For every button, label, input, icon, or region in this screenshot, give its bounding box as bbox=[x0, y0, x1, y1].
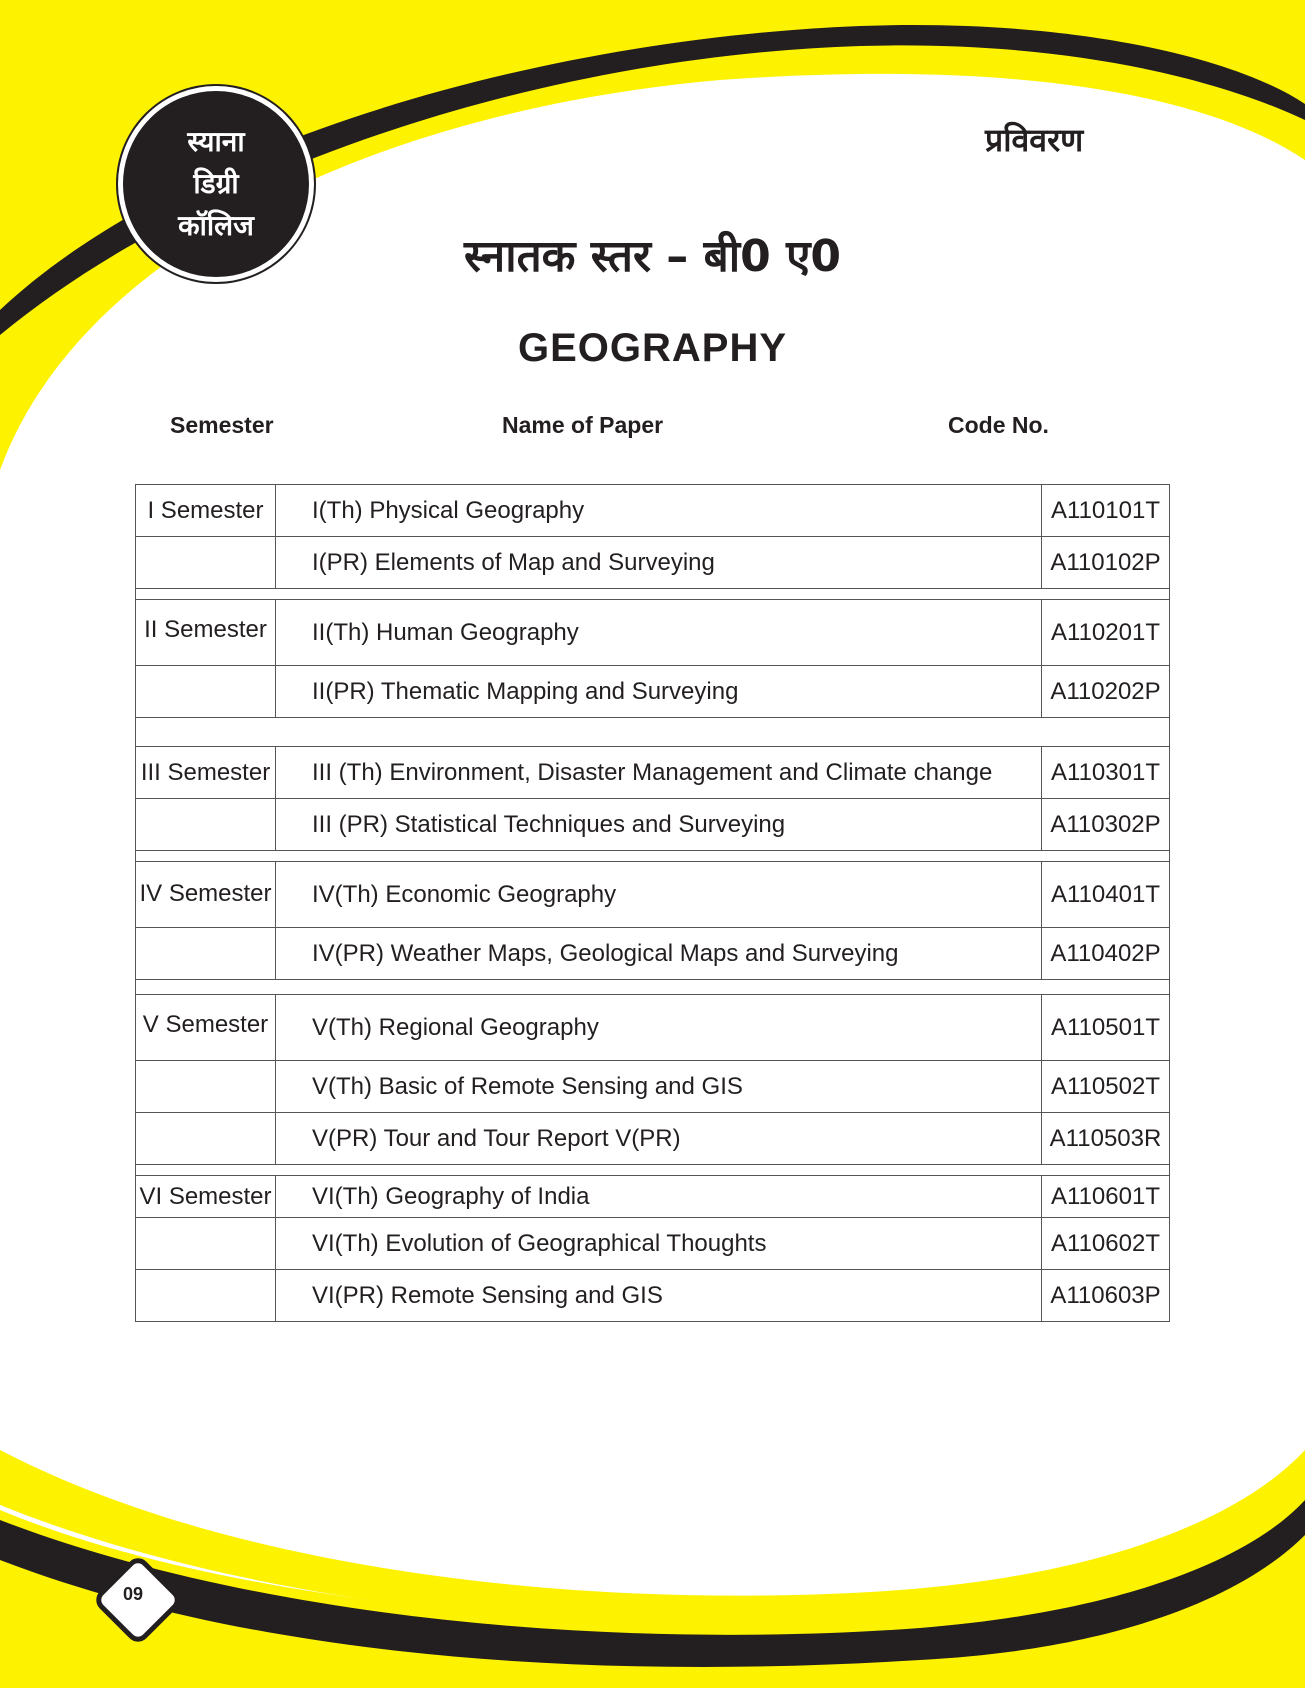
table-row bbox=[136, 1176, 1170, 1218]
semester-cell: II Semester bbox=[136, 600, 276, 666]
semester-cell bbox=[136, 928, 276, 980]
table-row bbox=[136, 1218, 1170, 1270]
code-cell: A110602T bbox=[1042, 1218, 1170, 1270]
semester-cell: III Semester bbox=[136, 747, 276, 799]
paper-cell: I(Th) Physical Geography bbox=[276, 485, 1042, 537]
column-header-paper: Name of Paper bbox=[502, 412, 664, 438]
paper-cell: V(PR) Tour and Tour Report V(PR) bbox=[276, 1113, 1042, 1165]
paper-cell: V(Th) Basic of Remote Sensing and GIS bbox=[276, 1061, 1042, 1113]
table-spacer bbox=[136, 718, 1170, 747]
logo-line-2: डिग्री bbox=[193, 167, 239, 200]
table-row bbox=[136, 666, 1170, 718]
semester-cell bbox=[136, 1218, 276, 1270]
paper-cell: III (Th) Environment, Disaster Management and Climate change bbox=[276, 747, 1042, 799]
table-spacer bbox=[136, 1165, 1170, 1176]
column-header-semester: Semester bbox=[170, 412, 274, 438]
code-cell: A110101T bbox=[1042, 485, 1170, 537]
paper-cell: I(PR) Elements of Map and Surveying bbox=[276, 537, 1042, 589]
table-row bbox=[136, 928, 1170, 980]
code-cell: A110503R bbox=[1042, 1113, 1170, 1165]
table-spacer bbox=[136, 589, 1170, 600]
code-cell: A110601T bbox=[1042, 1176, 1170, 1218]
paper-cell: IV(Th) Economic Geography bbox=[276, 862, 1042, 928]
table-row bbox=[136, 1270, 1170, 1322]
paper-cell: IV(PR) Weather Maps, Geological Maps and Surveying bbox=[276, 928, 1042, 980]
paper-cell: V(Th) Regional Geography bbox=[276, 995, 1042, 1061]
table-row bbox=[136, 537, 1170, 589]
code-cell: A110502T bbox=[1042, 1061, 1170, 1113]
table-spacer bbox=[136, 851, 1170, 862]
code-cell: A110301T bbox=[1042, 747, 1170, 799]
column-header-code: Code No. bbox=[948, 412, 1049, 438]
semester-cell: V Semester bbox=[136, 995, 276, 1061]
semester-cell bbox=[136, 666, 276, 718]
table-row bbox=[136, 485, 1170, 537]
table-row bbox=[136, 862, 1170, 928]
table-row bbox=[136, 1113, 1170, 1165]
course-title: स्नातक स्तर – बी0 ए0 bbox=[463, 231, 842, 282]
paper-cell: VI(Th) Geography of India bbox=[276, 1176, 1042, 1218]
code-cell: A110401T bbox=[1042, 862, 1170, 928]
paper-cell: VI(Th) Evolution of Geographical Thoughts bbox=[276, 1218, 1042, 1270]
semester-cell: VI Semester bbox=[136, 1176, 276, 1218]
code-cell: A110201T bbox=[1042, 600, 1170, 666]
papers-table bbox=[135, 484, 1170, 1322]
subject-title: GEOGRAPHY bbox=[517, 326, 788, 370]
paper-cell: III (PR) Statistical Techniques and Surveying bbox=[276, 799, 1042, 851]
table-row bbox=[136, 995, 1170, 1061]
semester-cell: IV Semester bbox=[136, 862, 276, 928]
code-cell: A110302P bbox=[1042, 799, 1170, 851]
semester-cell bbox=[136, 1113, 276, 1165]
table-row bbox=[136, 747, 1170, 799]
table-row bbox=[136, 799, 1170, 851]
section-heading: प्रविवरण bbox=[985, 121, 1084, 159]
paper-cell: II(Th) Human Geography bbox=[276, 600, 1042, 666]
logo-line-3: कॉलिज bbox=[178, 209, 254, 242]
paper-cell: II(PR) Thematic Mapping and Surveying bbox=[276, 666, 1042, 718]
table-row bbox=[136, 1061, 1170, 1113]
paper-cell: VI(PR) Remote Sensing and GIS bbox=[276, 1270, 1042, 1322]
code-cell: A110102P bbox=[1042, 537, 1170, 589]
semester-cell: I Semester bbox=[136, 485, 276, 537]
semester-cell bbox=[136, 1270, 276, 1322]
semester-cell bbox=[136, 1061, 276, 1113]
semester-cell bbox=[136, 537, 276, 589]
semester-cell bbox=[136, 799, 276, 851]
page-number: 09 bbox=[122, 1583, 144, 1604]
code-cell: A110501T bbox=[1042, 995, 1170, 1061]
table-row bbox=[136, 600, 1170, 666]
code-cell: A110402P bbox=[1042, 928, 1170, 980]
code-cell: A110202P bbox=[1042, 666, 1170, 718]
logo-line-1: स्याना bbox=[187, 125, 245, 158]
code-cell: A110603P bbox=[1042, 1270, 1170, 1322]
table-spacer bbox=[136, 980, 1170, 995]
